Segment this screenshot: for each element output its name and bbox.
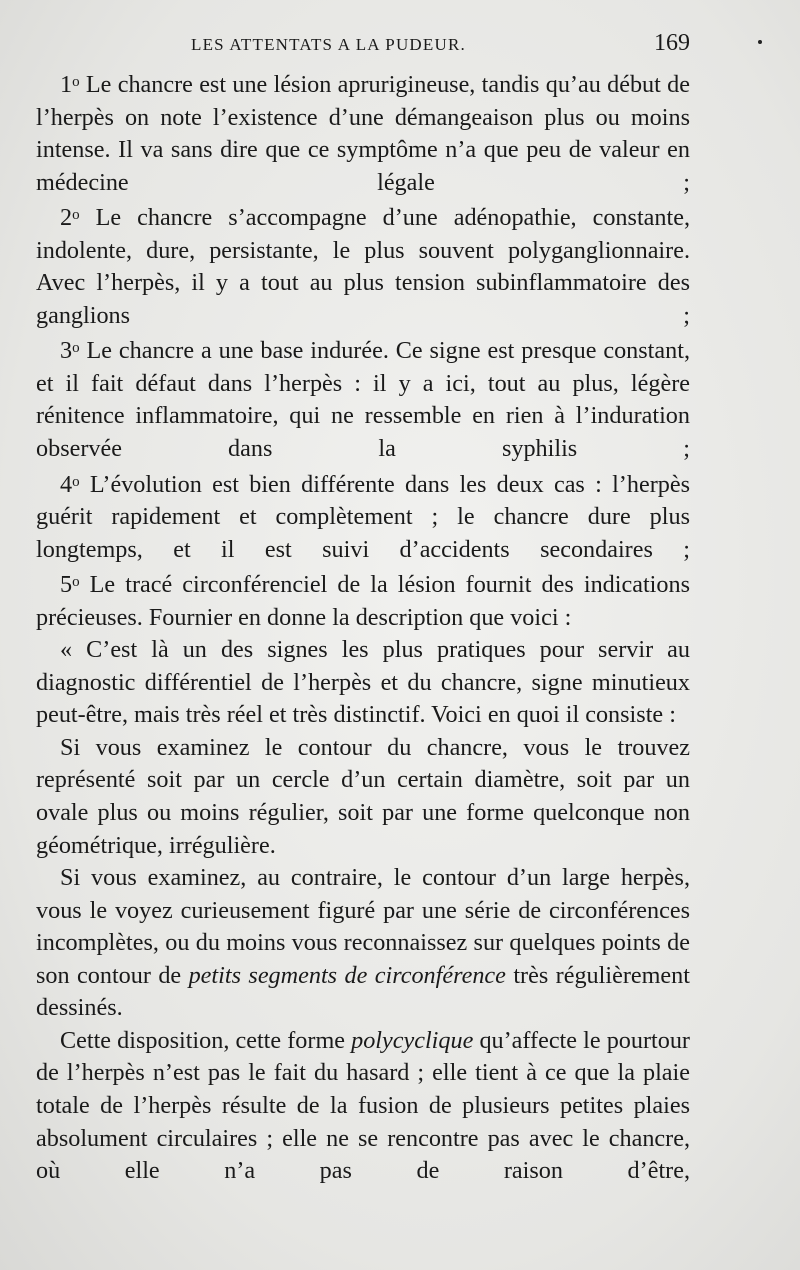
paragraph-1 <box>36 66 690 199</box>
page-number: 169 <box>654 30 690 56</box>
quote-paragraph-2 <box>36 732 690 862</box>
page-header <box>36 30 690 64</box>
paragraph-text: Le tracé circonférenciel de la lésion fournit des indications précieuses. Fournier en donne la description que voici : <box>36 571 690 631</box>
paragraph-5 <box>36 566 690 634</box>
paragraph-4 <box>36 466 690 567</box>
paragraph-text: Cette disposition, cette forme <box>60 1026 352 1054</box>
italic-phrase: polycyclique <box>351 1026 474 1054</box>
running-title: LES ATTENTATS A LA PUDEUR. <box>191 35 466 54</box>
italic-phrase: petits segments de circonférence <box>188 961 506 989</box>
item-number: 4 <box>60 470 73 498</box>
item-number: 3 <box>60 337 73 365</box>
paragraph-text: Si vous examinez le contour du chancre, vous le trouvez représenté soit par un cercle d’un certain diamètre, soit par un ovale plus ou moins régulier, soit par une forme quelconque non géométrique, irrégulière. <box>36 733 690 859</box>
page-body <box>36 66 690 1188</box>
paragraph-text: qu’affecte le pourtour de l’herpès n’est pas le fait du hasard ; elle tient à ce que la plaie totale de l’herpès résulte de la fusion de plusieurs petites plaies absolument circulaires ; elle ne se rencontre pas avec le chancre, où elle n’a pas de raison d’être, <box>36 1026 690 1185</box>
ordinal-mark: o <box>72 473 80 490</box>
item-number: 5 <box>60 571 73 599</box>
ordinal-mark: o <box>72 74 80 90</box>
quote-paragraph-4 <box>36 1025 690 1188</box>
paragraph-text: Le chancre s’accompagne d’une adénopathie, constante, indolente, dure, persistante, le plus souvent polyganglionnaire. Avec l’herpès, il y a tout au plus tension subinflammatoire des ganglions ; <box>36 204 690 329</box>
paragraph-text: très régulièrement dessinés. <box>36 961 690 1022</box>
paragraph-text: « C’est là un des signes les plus pratiques pour servir au diagnostic différentiel de l’herpès et du chancre, signe minutieux peut-être, mais très réel et très distinctif. Voici en quoi il consiste : <box>36 636 690 729</box>
paragraph-text: Si vous examinez, au contraire, le contour d’un large herpès, vous le voyez curieusement figuré par une série de circonférences incomplètes, ou du moins vous reconnaissez sur quelques points de son contour de <box>36 864 690 989</box>
paragraph-text: L’évolution est bien différente dans les deux cas : l’herpès guérit rapidement et complètement ; le chancre dure plus longtemps, et il est suivi d’accidents secondaires ; <box>36 470 690 563</box>
paragraph-text: Le chancre a une base indurée. Ce signe est presque constant, et il fait défaut dans l’herpès : il y a ici, tout au plus, légère rénitence inflammatoire, qui ne ressemble en rien à l’induration observée dans la syphilis ; <box>36 337 690 463</box>
paragraph-text: Le chancre est une lésion aprurigineuse, tandis qu’au début de l’herpès on note l’existence d’une démangeaison plus ou moins intense. Il va sans dire que ce symptôme n’a que peu de valeur en médecine légale ; <box>36 71 690 196</box>
paragraph-3 <box>36 332 690 465</box>
ordinal-mark: o <box>72 340 80 357</box>
item-number: 2 <box>60 204 73 232</box>
ordinal-mark: o <box>72 574 80 591</box>
ordinal-mark: o <box>72 207 80 224</box>
quote-paragraph-3 <box>36 862 690 1025</box>
item-number: 1 <box>60 71 73 98</box>
ink-speck <box>758 40 762 44</box>
paragraph-2 <box>36 199 690 332</box>
quote-paragraph-1 <box>36 634 690 732</box>
